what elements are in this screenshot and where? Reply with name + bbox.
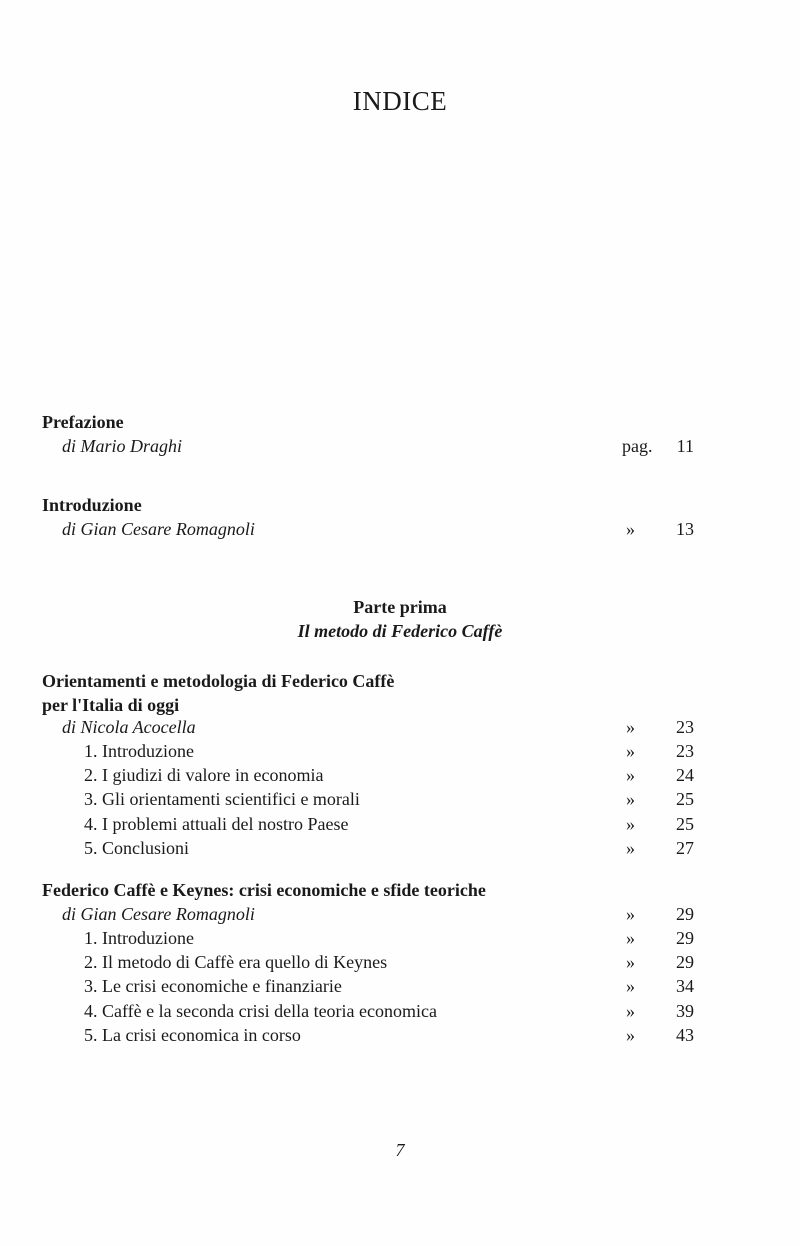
- page-number: 25: [676, 814, 694, 834]
- page-marker: »: [626, 717, 635, 737]
- page-marker: »: [626, 904, 635, 924]
- prefazione-author: di Mario Draghi: [62, 436, 183, 456]
- chapter2-author-row: [0, 904, 800, 928]
- toc-row: [0, 952, 800, 976]
- page-number: 24: [676, 765, 694, 785]
- chapter2-heading: Federico Caffè e Keynes: crisi economiche e sfide teoriche: [42, 880, 486, 900]
- page-number: 34: [676, 976, 694, 996]
- page-number: 23: [676, 741, 694, 761]
- chapter2-author: di Gian Cesare Romagnoli: [62, 904, 255, 924]
- page-marker: »: [626, 765, 635, 785]
- page-marker: »: [626, 741, 635, 761]
- toc-row: [0, 976, 800, 1000]
- toc-row: [0, 1025, 800, 1049]
- toc-row: [0, 814, 800, 838]
- prefazione-heading: Prefazione: [42, 412, 124, 432]
- part-subtitle: Il metodo di Federico Caffè: [297, 621, 503, 641]
- section-title: 3. Le crisi economiche e finanziarie: [84, 976, 342, 996]
- page-number: 43: [676, 1025, 694, 1045]
- section-title: 2. I giudizi di valore in economia: [84, 765, 324, 785]
- section-title: 5. La crisi economica in corso: [84, 1025, 301, 1045]
- toc-row: [0, 928, 800, 952]
- section-title: 3. Gli orientamenti scientifici e morali: [84, 789, 360, 809]
- page-marker: pag.: [622, 436, 653, 456]
- toc-row: [0, 765, 800, 789]
- page-number: 25: [676, 789, 694, 809]
- page-marker: »: [626, 976, 635, 996]
- toc-row: [0, 1001, 800, 1025]
- section-title: 4. Caffè e la seconda crisi della teoria economica: [84, 1001, 438, 1021]
- page-marker: »: [626, 519, 635, 539]
- chapter1-heading-line1: Orientamenti e metodologia di Federico Caffè: [42, 671, 395, 691]
- chapter1-author-row: [0, 717, 800, 741]
- page-marker: »: [626, 1025, 635, 1045]
- page-number: 29: [676, 928, 694, 948]
- page-marker: »: [626, 789, 635, 809]
- toc-row: [0, 741, 800, 765]
- chapter1-heading-line2: per l'Italia di oggi: [42, 695, 180, 715]
- page-number: 39: [676, 1001, 694, 1021]
- section-title: 4. I problemi attuali del nostro Paese: [84, 814, 349, 834]
- page-folio: 7: [395, 1140, 405, 1160]
- section-title: 5. Conclusioni: [84, 838, 190, 858]
- introduzione-author-row: [0, 519, 800, 543]
- page-marker: »: [626, 838, 635, 858]
- toc-row: [0, 789, 800, 813]
- introduzione-heading: Introduzione: [42, 495, 142, 515]
- page-title: INDICE: [352, 86, 448, 116]
- toc-row: [0, 838, 800, 862]
- page-number: 11: [676, 436, 694, 456]
- section-title: 1. Introduzione: [84, 928, 194, 948]
- page-marker: »: [626, 928, 635, 948]
- page-marker: »: [626, 1001, 635, 1021]
- page-number: 29: [676, 952, 694, 972]
- section-title: 1. Introduzione: [84, 741, 194, 761]
- page-number: 23: [676, 717, 694, 737]
- page-number: 27: [676, 838, 694, 858]
- page-number: 13: [676, 519, 694, 539]
- page-marker: »: [626, 814, 635, 834]
- section-title: 2. Il metodo di Caffè era quello di Keynes: [84, 952, 388, 972]
- page-marker: »: [626, 952, 635, 972]
- part-label: Parte prima: [353, 597, 447, 617]
- introduzione-author: di Gian Cesare Romagnoli: [62, 519, 255, 539]
- page-number: 29: [676, 904, 694, 924]
- prefazione-author-row: [0, 436, 800, 460]
- chapter1-author: di Nicola Acocella: [62, 717, 196, 737]
